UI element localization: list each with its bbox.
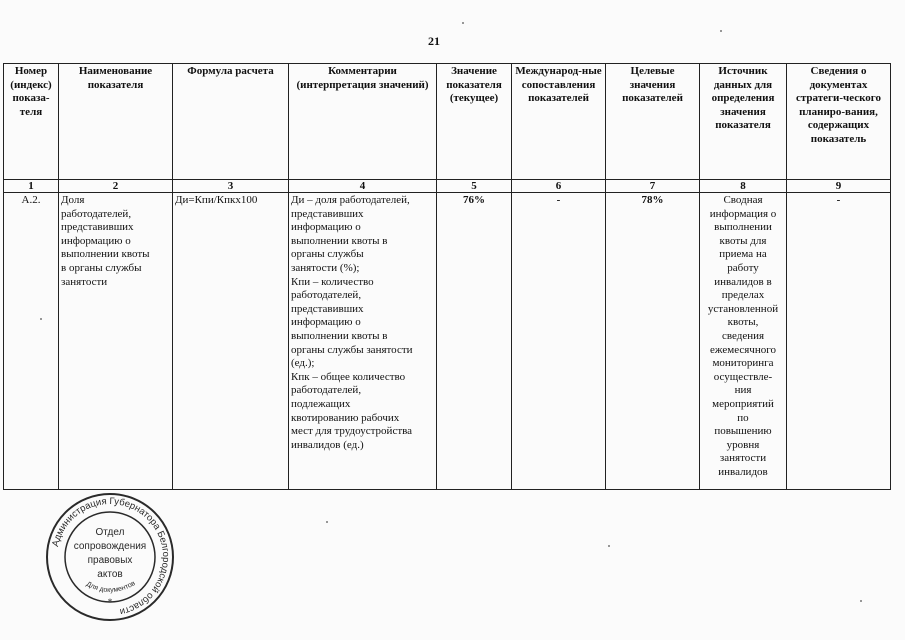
cell-text-line: информацию о	[291, 221, 361, 234]
page-number: 21	[428, 34, 440, 48]
cell-text-line: повышению	[714, 425, 772, 438]
cell-text-line: квоты,	[727, 316, 759, 329]
column-numbers-row	[4, 180, 891, 193]
stamp-ring-textpath: Администрация Губернатора Белгородской области	[50, 495, 172, 618]
cell-text-line: представивших	[291, 207, 364, 220]
indicators-table	[3, 63, 891, 490]
stamp-center-line: Отдел	[95, 527, 125, 538]
scan-speck	[720, 30, 722, 32]
scan-speck	[608, 545, 610, 547]
header-row	[4, 64, 891, 180]
column-number: 3	[173, 180, 289, 193]
header-international: Международ-ные сопоставления показателей	[512, 64, 606, 180]
scan-speck	[40, 318, 42, 320]
column-number: 5	[437, 180, 512, 193]
cell-text-line: ния	[734, 384, 752, 397]
stamp-center-line: сопровождения	[73, 541, 147, 552]
cell-text-line: инвалидов (ед.)	[291, 438, 364, 451]
header-strategic-docs: Сведения о документах стратеги-ческого планиро-вания, содержащих показатель	[787, 64, 891, 180]
cell-text-line: Доля	[61, 194, 85, 206]
header-index: Номер (индекс) показа-теля	[4, 64, 59, 180]
column-number: 8	[700, 180, 787, 193]
row-current-value: 76%	[437, 193, 512, 490]
row-comments	[289, 193, 437, 490]
header-target-values: Целевые значения показателей	[606, 64, 700, 180]
cell-text-line: Кпк – общее количество	[291, 370, 406, 383]
official-stamp	[44, 491, 176, 623]
column-number: 2	[59, 180, 173, 193]
header-data-source: Источник данных для определения значения показателя	[700, 64, 787, 180]
cell-text-line: сведения	[721, 329, 765, 342]
row-target-value: 78%	[606, 193, 700, 490]
cell-text-line: по	[737, 411, 749, 424]
cell-text-line: выполнении квоты в	[291, 329, 388, 342]
row-data-source	[700, 193, 787, 490]
cell-text-line: Ди – доля работодателей,	[291, 194, 410, 206]
cell-text-line: инвалидов	[718, 465, 768, 478]
column-number: 9	[787, 180, 891, 193]
stamp-star-icon: *	[107, 597, 113, 607]
cell-text-line: представивших	[291, 302, 364, 315]
cell-text-line: пределах	[721, 289, 765, 302]
header-name: Наименование показателя	[59, 64, 173, 180]
cell-text-line: мероприятий	[712, 397, 774, 410]
cell-text-line: занятости (%);	[291, 261, 360, 274]
table-row	[4, 193, 891, 490]
cell-text-line: подлежащих	[291, 397, 351, 410]
header-formula: Формула расчета	[173, 64, 289, 180]
cell-text-line: информация о	[709, 207, 777, 220]
cell-text-line: мониторинга	[712, 357, 774, 370]
row-index: А.2.	[4, 193, 59, 490]
column-number: 6	[512, 180, 606, 193]
cell-text-line: мест для трудоустройства	[291, 425, 413, 438]
cell-text-line: приема на	[719, 248, 767, 261]
row-name	[59, 193, 173, 490]
cell-text-line: Кпи – количество	[291, 275, 374, 288]
cell-text-line: в органы службы	[61, 261, 142, 274]
cell-text-line: занятости	[61, 275, 108, 288]
cell-text-line: работодателей,	[291, 384, 362, 397]
cell-text-line: занятости	[719, 452, 767, 465]
cell-text-line: органы службы	[291, 248, 364, 261]
header-comments: Комментарии (интерпретация значений)	[289, 64, 437, 180]
cell-text-line: установленной	[707, 302, 779, 315]
cell-text-line: работодателей,	[291, 289, 362, 302]
column-number: 1	[4, 180, 59, 193]
cell-text-line: Сводная	[723, 194, 763, 206]
scan-speck	[462, 22, 464, 24]
row-formula: Ди=Кпи/Кпкх100	[173, 193, 289, 490]
cell-text-line: осуществле-	[713, 370, 773, 383]
scan-speck	[326, 521, 328, 523]
cell-text-line: (ед.);	[291, 357, 315, 370]
cell-text-line: квоты для	[719, 234, 767, 247]
cell-text-line: информацию о	[291, 316, 361, 329]
stamp-center-line: актов	[97, 569, 123, 580]
row-international: -	[512, 193, 606, 490]
cell-text-line: квотированию рабочих	[291, 411, 400, 424]
cell-text-line: инвалидов в	[714, 275, 772, 288]
cell-text-line: выполнении квоты	[61, 248, 150, 261]
column-number: 7	[606, 180, 700, 193]
cell-text-line: выполнении квоты в	[291, 234, 388, 247]
cell-text-line: органы службы занятости	[291, 343, 413, 356]
scan-speck	[860, 600, 862, 602]
row-strategic-docs: -	[787, 193, 891, 490]
stamp-bottom-textpath: Для документов	[84, 580, 137, 595]
header-current-value: Значение показателя (текущее)	[437, 64, 512, 180]
cell-text-line: уровня	[726, 438, 760, 451]
cell-text-line: представивших	[61, 221, 134, 234]
stamp-center-line: правовых	[87, 555, 133, 566]
cell-text-line: информацию о	[61, 234, 131, 247]
stamp-bottom-text	[85, 580, 137, 594]
cell-text-line: работу	[727, 261, 759, 274]
cell-text-line: выполнении	[714, 221, 772, 234]
cell-text-line: ежемесячного	[710, 343, 776, 356]
cell-text-line: работодателей,	[61, 207, 132, 220]
column-number: 4	[289, 180, 437, 193]
